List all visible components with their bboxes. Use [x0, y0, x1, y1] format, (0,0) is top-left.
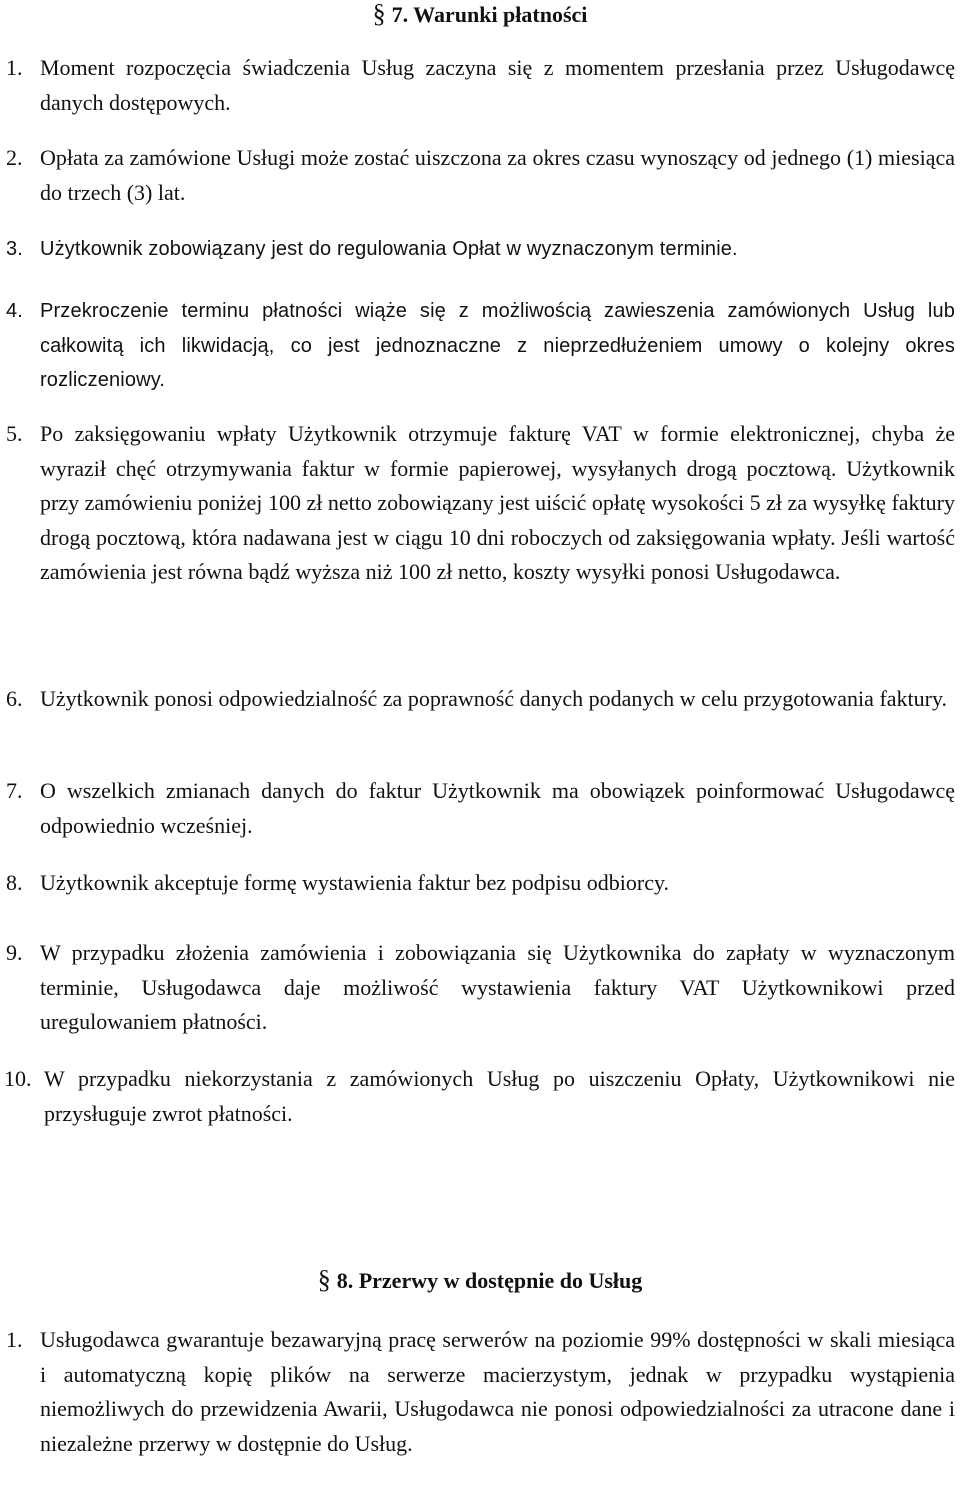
- list-item: [0, 1323, 955, 1461]
- section-7-heading: [0, 0, 960, 29]
- item-number: 2.: [6, 145, 23, 170]
- section-8-heading: [0, 1266, 960, 1295]
- item-number: 8.: [6, 870, 23, 895]
- section-sign: §: [372, 0, 386, 28]
- item-number: 10.: [4, 1066, 32, 1091]
- list-item: [0, 866, 955, 901]
- item-text: Usługodawca gwarantuje bezawaryjną pracę serwerów na poziomie 99% dostępności w skali miesiąca i automatyczną kopię plików na serwerze macierzystym, jednak w przypadku wystąpienia niemożliwych do przewidzenia Awarii, Usługodawca nie ponosi odpowiedzialności za utracone dane i niezależne przerwy w dostępnie do Usług.: [40, 1327, 955, 1456]
- list-item: [0, 417, 955, 590]
- list-item: [0, 141, 955, 210]
- list-item: [0, 682, 955, 717]
- item-text: W przypadku niekorzystania z zamówionych Usług po uiszczeniu Opłaty, Użytkownikowi nie przysługuje zwrot płatności.: [44, 1066, 955, 1126]
- list-item: [0, 232, 955, 267]
- item-number: 4.: [6, 300, 23, 322]
- item-number: 5.: [6, 421, 23, 446]
- list-item: [0, 51, 955, 120]
- item-text: Opłata za zamówione Usługi może zostać uiszczona za okres czasu wynoszący od jednego (1) miesiąca do trzech (3) lat.: [40, 145, 955, 205]
- item-text: Użytkownik akceptuje formę wystawienia faktur bez podpisu odbiorcy.: [40, 870, 670, 895]
- item-number: 9.: [6, 940, 23, 965]
- item-text: Przekroczenie terminu płatności wiąże się z możliwością zawieszenia zamówionych Usług lub całkowitą ich likwidacją, co jest jednoznaczne z nieprzedłużeniem umowy o kolejny okres rozliczeniowy.: [40, 300, 955, 391]
- item-number: 1.: [6, 55, 23, 80]
- item-number: 1.: [6, 1327, 23, 1352]
- section-title: 8. Przerwy w dostępnie do Usług: [336, 1268, 643, 1293]
- item-text: Użytkownik ponosi odpowiedzialność za poprawność danych podanych w celu przygotowania faktury.: [40, 686, 948, 711]
- item-number: 6.: [6, 686, 23, 711]
- list-item: [0, 1062, 955, 1131]
- section-title: 7. Warunki płatności: [391, 2, 588, 27]
- list-item: [0, 936, 955, 1040]
- item-text: O wszelkich zmianach danych do faktur Użytkownik ma obowiązek poinformować Usługodawcę odpowiednio wcześniej.: [40, 778, 955, 838]
- item-text: W przypadku złożenia zamówienia i zobowiązania się Użytkownika do zapłaty w wyznaczonym terminie, Usługodawca daje możliwość wystawienia faktury VAT Użytkownikowi przed uregulowaniem płatności.: [40, 940, 955, 1034]
- list-item: [0, 294, 955, 398]
- item-text: Użytkownik zobowiązany jest do regulowania Opłat w wyznaczonym terminie.: [40, 238, 738, 260]
- item-text: Po zaksięgowaniu wpłaty Użytkownik otrzymuje fakturę VAT w formie elektronicznej, chyba że wyraził chęć otrzymywania faktur w formie papierowej, wysyłanych drogą pocztową. Użytkownik przy zamówieniu poniżej 100 zł netto zobowiązany jest uiścić opłatę wysokości 5 zł za wysyłkę faktury drogą pocztową, która nadawana jest w ciągu 10 dni roboczych od zaksięgowania wpłaty. Jeśli wartość zamówienia jest równa bądź wyższa niż 100 zł netto, koszty wysyłki ponosi Usługodawca.: [40, 421, 955, 584]
- item-number: 7.: [6, 778, 23, 803]
- item-number: 3.: [6, 238, 23, 260]
- item-text: Moment rozpoczęcia świadczenia Usług zaczyna się z momentem przesłania przez Usługodawcę danych dostępowych.: [40, 55, 955, 115]
- section-sign: §: [317, 1265, 331, 1294]
- list-item: [0, 774, 955, 843]
